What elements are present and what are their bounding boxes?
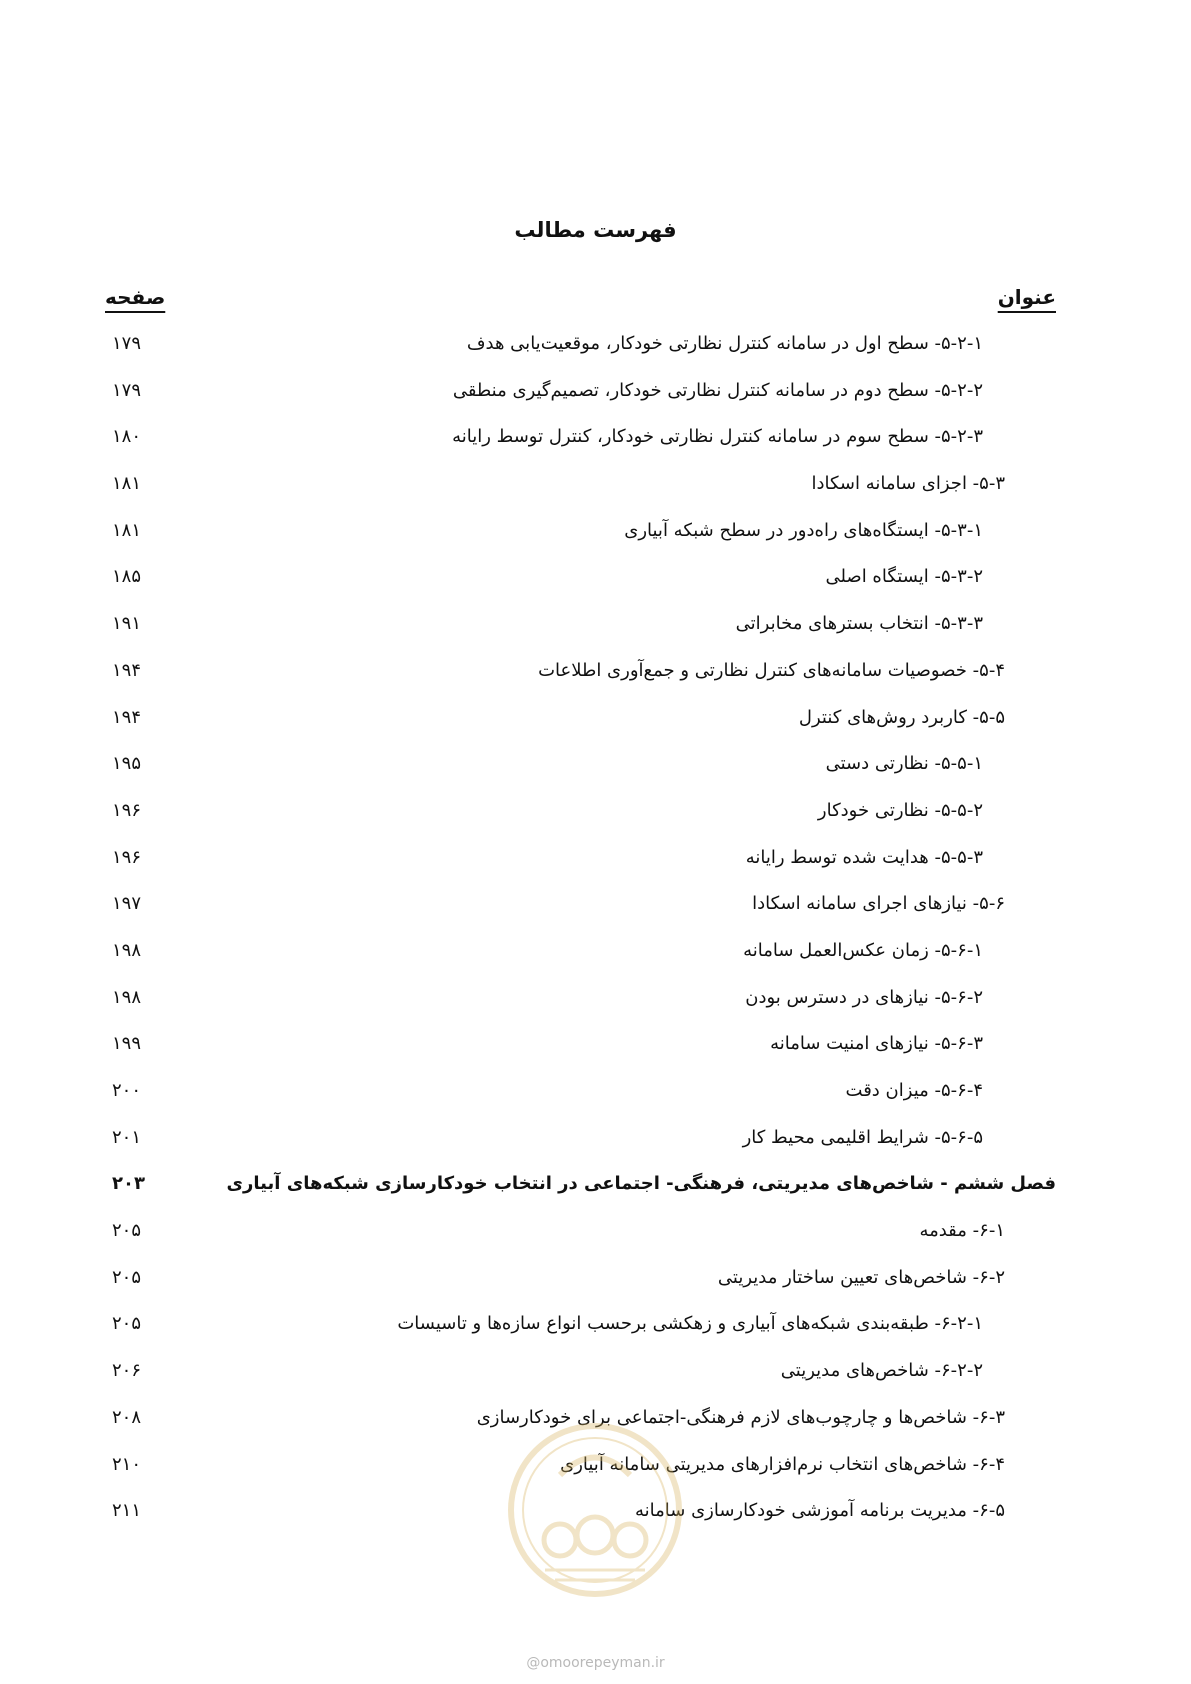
toc-entry-title: ۵-۵-۳- هدایت شده توسط رایانه	[745, 846, 983, 868]
toc-row	[0, 745, 1191, 792]
toc-entry-title: ۶-۴- شاخص‌های انتخاب نرم‌افزارهای مدیریتی سامانه آبیاری	[560, 1453, 1005, 1475]
toc-row	[0, 932, 1191, 979]
toc-entry-page: ۲۰۳	[112, 1173, 145, 1195]
toc-entry-page: ۱۹۴	[112, 706, 142, 728]
toc-entry-title: ۵-۲-۲- سطح دوم در سامانه کنترل نظارتی خودکار، تصمیم‌گیری منطقی	[452, 379, 983, 401]
toc-row	[0, 325, 1191, 372]
toc-entry-page: ۱۷۹	[112, 333, 142, 354]
toc-entry-title: فصل ششم - شاخص‌های مدیریتی، فرهنگی- اجتماعی در انتخاب خودکارسازی شبکه‌های آبیاری	[226, 1173, 1056, 1195]
toc-chapter-row	[0, 1165, 1191, 1212]
toc-entry-page: ۲۰۶	[112, 1360, 142, 1382]
toc-entry-title: ۶-۱- مقدمه	[919, 1220, 1005, 1242]
toc-entry-page: ۲۰۵	[112, 1313, 142, 1335]
toc-row	[0, 558, 1191, 605]
toc-row	[0, 418, 1191, 465]
toc-row	[0, 699, 1191, 746]
toc-entry-page: ۱۹۸	[112, 939, 142, 961]
toc-entry-title: ۵-۳-۱- ایستگاه‌های راه‌دور در سطح شبکه آبیاری	[624, 519, 983, 541]
toc-entry-title: ۵-۶-۵- شرایط اقلیمی محیط کار	[742, 1126, 983, 1148]
watermark-logo-icon	[505, 1420, 685, 1600]
toc-entry-title: ۶-۵- مدیریت برنامه آموزشی خودکارسازی سامانه	[635, 1500, 1005, 1522]
toc-row	[0, 1352, 1191, 1399]
toc-entry-page: ۱۹۷	[112, 893, 142, 915]
toc-entry-page: ۱۸۰	[112, 426, 142, 448]
toc-entry-page: ۱۸۱	[112, 473, 142, 495]
toc-row	[0, 465, 1191, 512]
toc-entry-title: ۵-۳-۳- انتخاب بسترهای مخابراتی	[735, 613, 983, 635]
toc-entry-title: ۶-۲- شاخص‌های تعیین ساختار مدیریتی	[717, 1266, 1005, 1288]
title-column-header: عنوان	[997, 285, 1056, 309]
toc-entry-page: ۱۹۶	[112, 846, 142, 868]
toc-entry-page: ۲۰۸	[112, 1406, 142, 1428]
toc-entry-page: ۱۸۱	[112, 519, 142, 541]
toc-entry-page: ۱۹۱	[112, 613, 142, 635]
toc-row	[0, 1305, 1191, 1352]
toc-entry-page: ۲۰۰	[112, 1080, 142, 1101]
watermark-text: @omoorepeyman.ir	[526, 1655, 665, 1671]
toc-row	[0, 605, 1191, 652]
toc-entry-page: ۱۹۹	[112, 1033, 142, 1055]
toc-entry-title: ۵-۲-۱- سطح اول در سامانه کنترل نظارتی خودکار، موقعیت‌یابی هدف	[466, 333, 983, 354]
toc-entry-title: ۵-۶-۱- زمان عکس‌العمل سامانه	[743, 939, 983, 961]
toc-entry-page: ۱۹۶	[112, 799, 142, 821]
toc-row	[0, 1072, 1191, 1119]
toc-entry-title: ۵-۶-۴- میزان دقت	[845, 1080, 983, 1101]
page-title: فهرست مطالب	[514, 218, 677, 242]
toc-row	[0, 839, 1191, 886]
table-of-contents	[0, 325, 1191, 1539]
toc-row	[0, 1212, 1191, 1259]
toc-entry-page: ۱۹۵	[112, 753, 142, 775]
toc-entry-title: ۵-۵-۱- نظارتی دستی	[825, 753, 983, 775]
toc-row	[0, 1119, 1191, 1166]
toc-entry-page: ۱۹۸	[112, 986, 142, 1008]
toc-row	[0, 652, 1191, 699]
toc-entry-title: ۵-۵-۲- نظارتی خودکار	[817, 799, 983, 821]
toc-entry-title: ۶-۲-۲- شاخص‌های مدیریتی	[780, 1360, 983, 1382]
toc-entry-page: ۲۱۰	[112, 1453, 142, 1475]
toc-row	[0, 512, 1191, 559]
toc-row	[0, 372, 1191, 419]
toc-entry-page: ۱۹۴	[112, 659, 142, 681]
toc-entry-title: ۶-۳- شاخص‌ها و چارچوب‌های لازم فرهنگی-اجتماعی برای خودکارسازی	[476, 1406, 1005, 1428]
toc-entry-title: ۵-۶-۲- نیازهای در دسترس بودن	[745, 986, 983, 1008]
toc-entry-title: ۵-۵- کاربرد روش‌های کنترل	[798, 706, 1005, 728]
toc-row	[0, 1259, 1191, 1306]
toc-row	[0, 885, 1191, 932]
toc-entry-page: ۱۸۵	[112, 566, 142, 588]
toc-entry-title: ۵-۳-۲- ایستگاه اصلی	[825, 566, 983, 588]
toc-entry-title: ۵-۲-۳- سطح سوم در سامانه کنترل نظارتی خودکار، کنترل توسط رایانه	[452, 426, 983, 448]
toc-row	[0, 1025, 1191, 1072]
toc-entry-title: ۵-۶- نیازهای اجرای سامانه اسکادا	[752, 893, 1005, 915]
toc-entry-title: ۵-۳- اجزای سامانه اسکادا	[811, 473, 1005, 495]
toc-entry-title: ۶-۲-۱- طبقه‌بندی شبکه‌های آبیاری و زهکشی برحسب انواع سازه‌ها و تاسیسات	[397, 1313, 983, 1335]
toc-entry-page: ۲۰۱	[112, 1126, 142, 1148]
page-column-header: صفحه	[105, 285, 166, 309]
toc-entry-page: ۲۰۵	[112, 1220, 142, 1242]
toc-entry-title: ۵-۴- خصوصیات سامانه‌های کنترل نظارتی و جمع‌آوری اطلاعات	[538, 659, 1005, 681]
toc-entry-page: ۱۷۹	[112, 379, 142, 401]
toc-entry-page: ۲۰۵	[112, 1266, 142, 1288]
toc-row	[0, 792, 1191, 839]
toc-entry-page: ۲۱۱	[112, 1500, 142, 1522]
toc-entry-title: ۵-۶-۳- نیازهای امنیت سامانه	[770, 1033, 983, 1055]
toc-row	[0, 979, 1191, 1026]
